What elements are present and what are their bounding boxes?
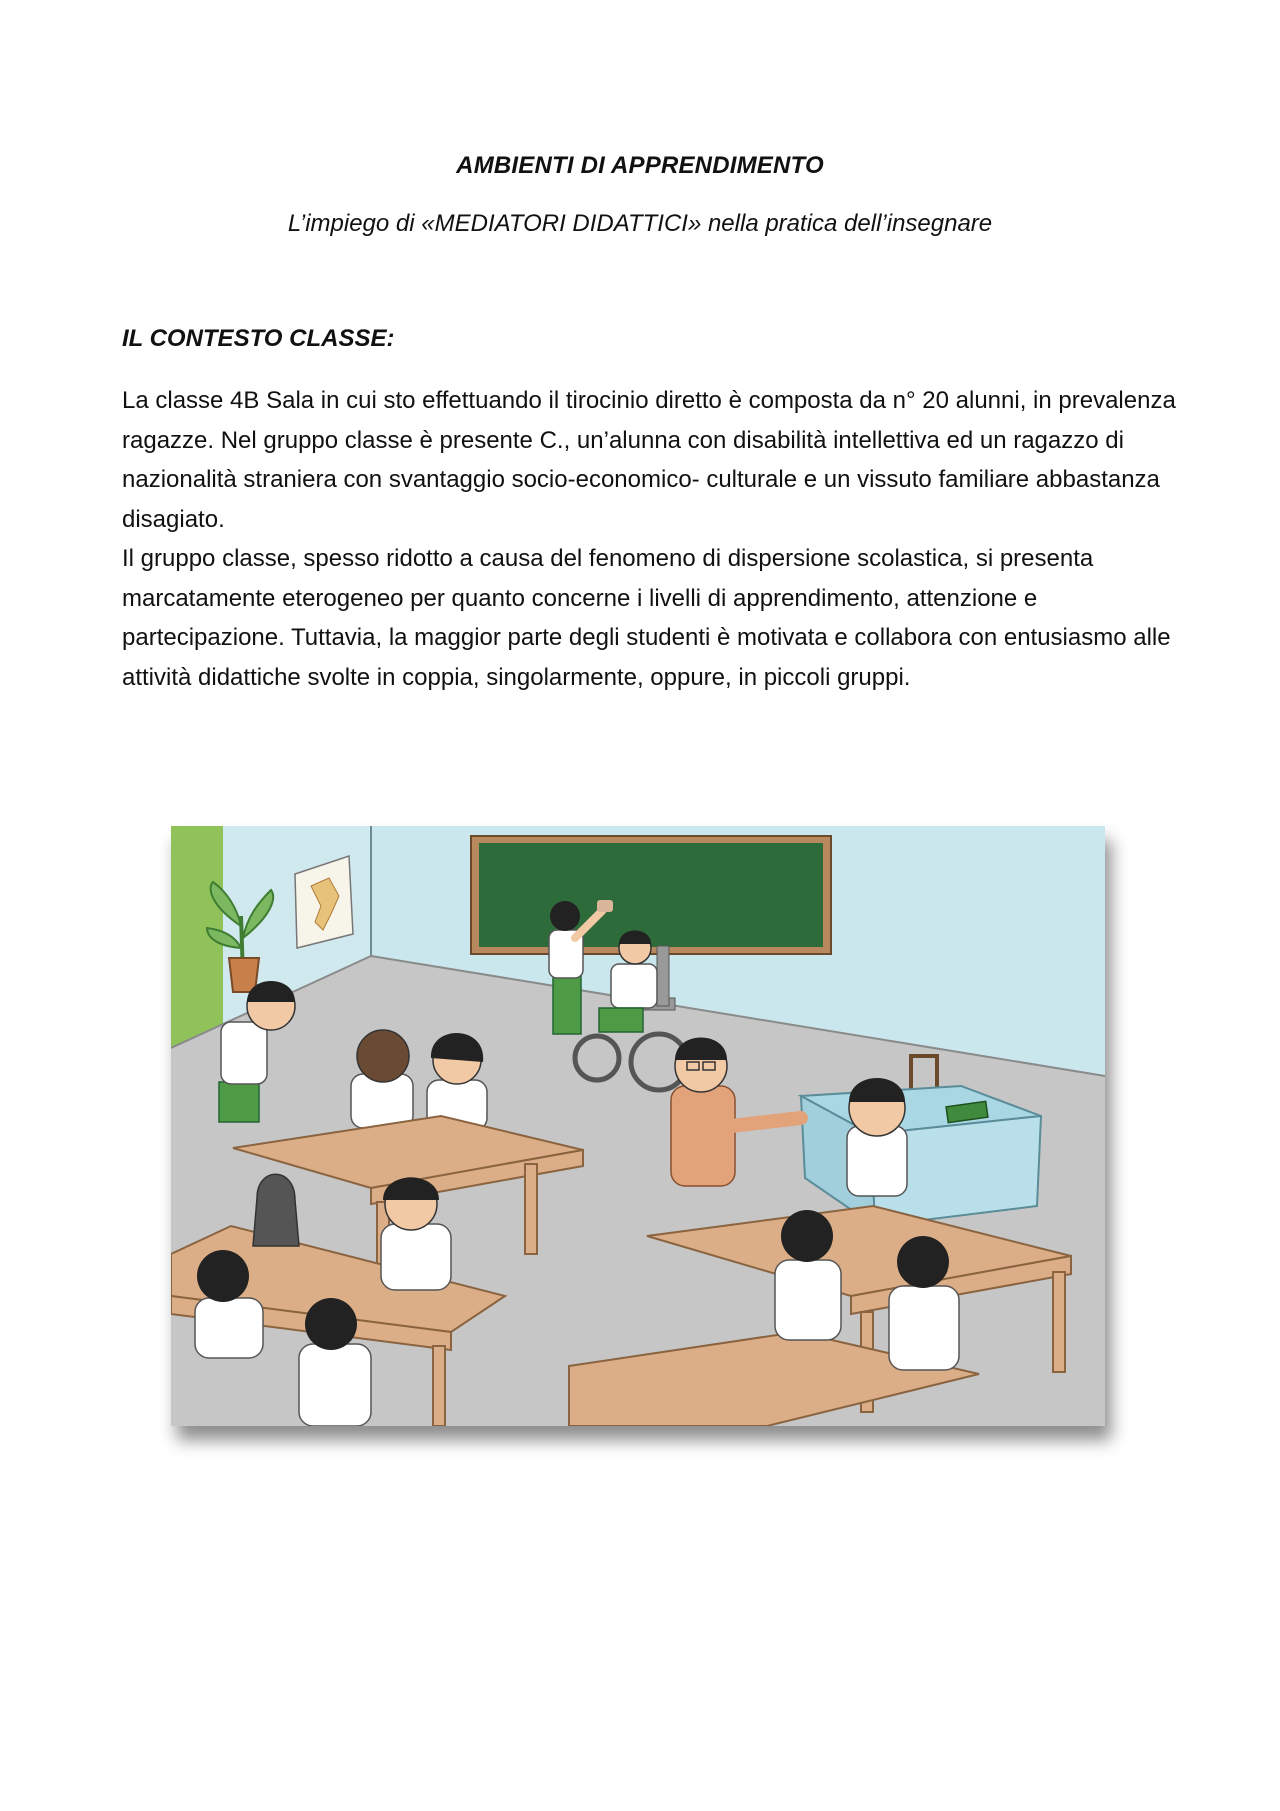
- student-smiling-right: [847, 1078, 907, 1196]
- body-text: [122, 381, 1182, 697]
- paragraph-class-composition: La classe 4B Sala in cui sto effettuando il tirocinio diretto è composta da n° 20 alunni, in prevalenza ragazze. Nel gruppo classe è presente C., un’alunna con disabilità intellettiva ed un ragazzo di nazionalità straniera con svantaggio socio-economico- culturale e un vissuto familiare abbastanza disagiato.: [122, 387, 1176, 533]
- section-heading: IL CONTESTO CLASSE:: [122, 325, 395, 352]
- paragraph-class-profile: Il gruppo classe, spesso ridotto a causa del fenomeno di dispersione scolastica, si presenta marcatamente eterogeneo per quanto concerne i livelli di apprendimento, attenzione e partecipazione. Tuttavia, la maggior parte degli studenti è motivata e collabora con entusiasmo alle attività didattiche svolte in coppia, singolarmente, oppure, in piccoli gruppi.: [122, 545, 1171, 691]
- document-subtitle: L’impiego di «MEDIATORI DIDATTICI» nella pratica dell’insegnare: [287, 210, 993, 237]
- document-title: AMBIENTI DI APPRENDIMENTO: [456, 152, 824, 179]
- classroom-illustration: [171, 826, 1105, 1426]
- chalkboard: [471, 836, 831, 954]
